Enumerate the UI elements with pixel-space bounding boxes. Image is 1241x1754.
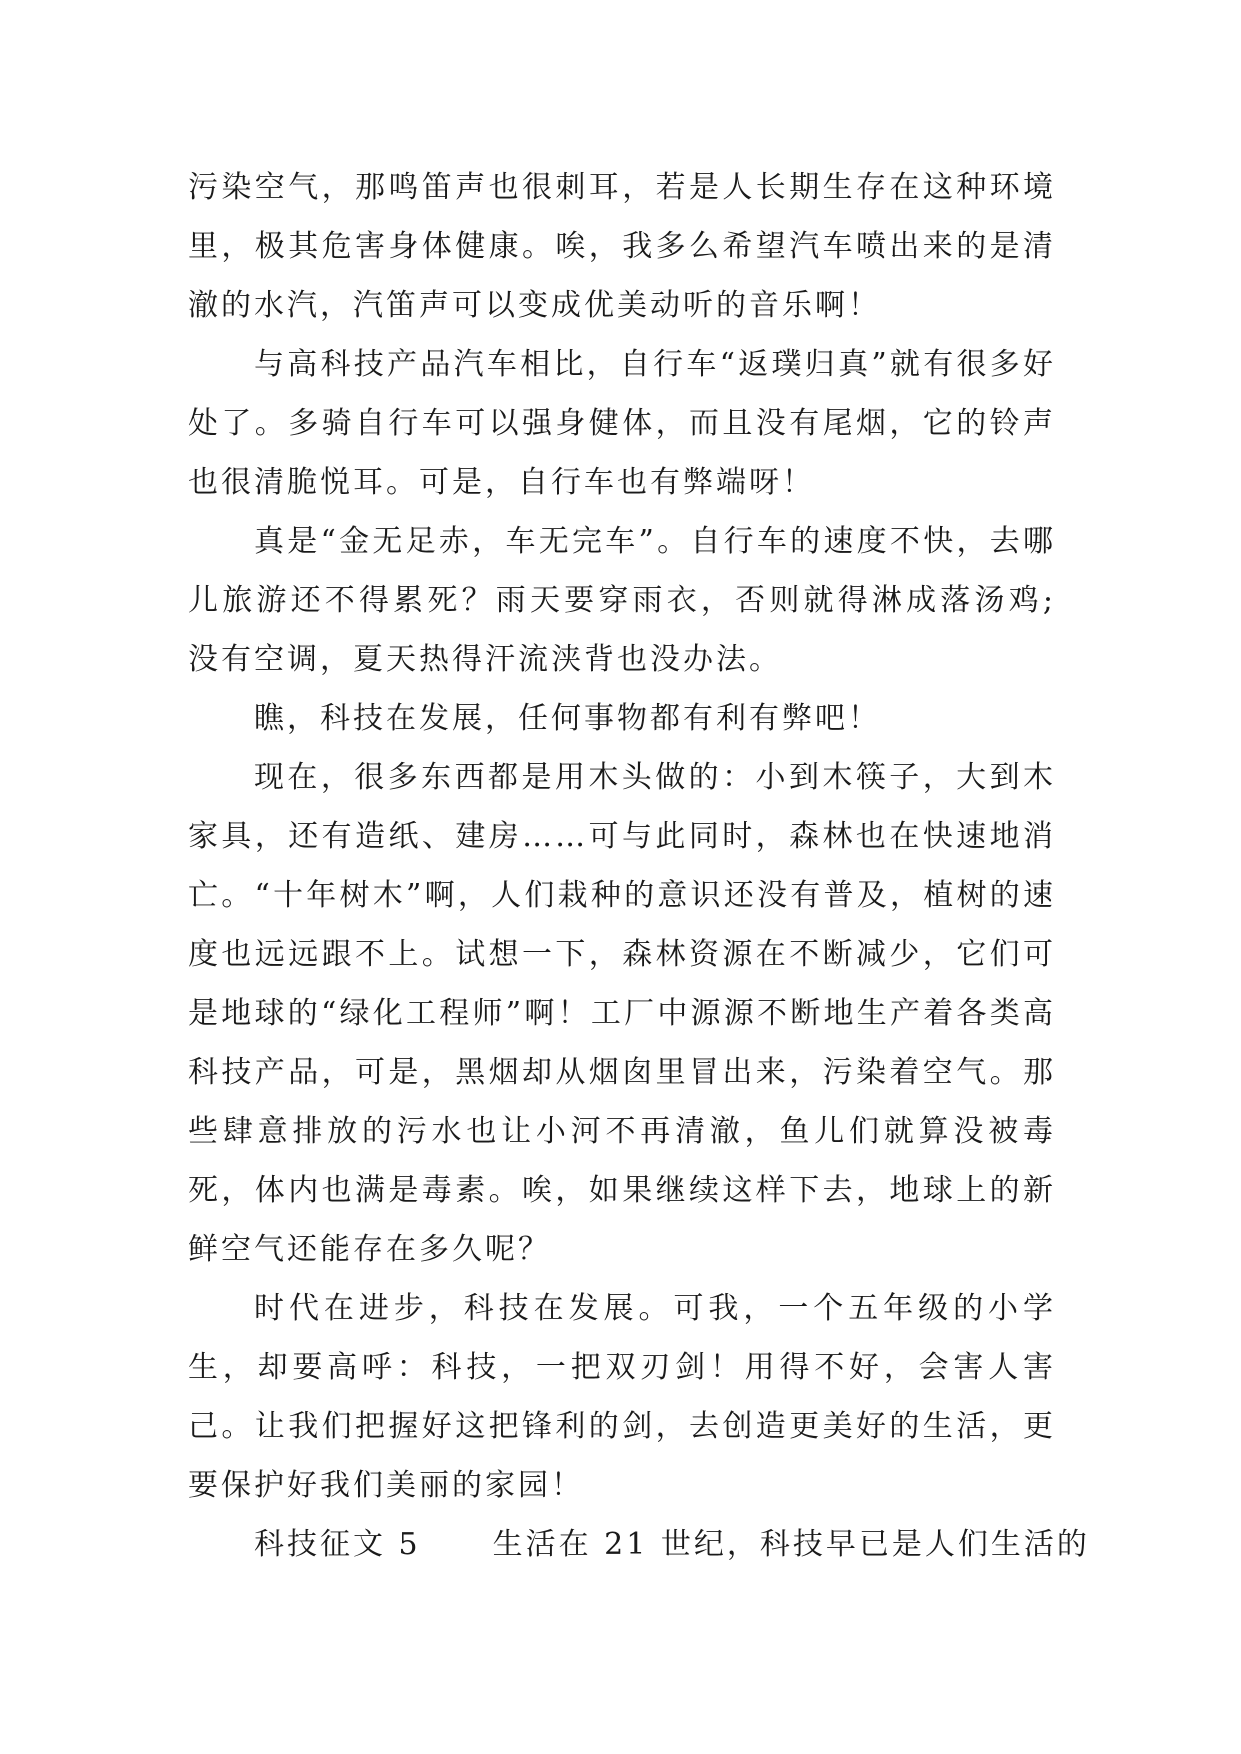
paragraph-1: 污染空气，那鸣笛声也很刺耳，若是人长期生存在这种环境里，极其危害身体健康。唉，我多么希望汽车喷出来的是清澈的水汽，汽笛声可以变成优美动听的音乐啊！: [188, 170, 1056, 323]
paragraph-6: 时代在进步，科技在发展。可我，一个五年级的小学生，却要高呼：科技，一把双刃剑！用得不好，会害人害己。让我们把握好这把锋利的剑，去创造更美好的生活，更要保护好我们美丽的家园！: [188, 1291, 1056, 1503]
paragraph-3: 真是“金无足赤，车无完车”。自行车的速度不快，去哪儿旅游还不得累死？雨天要穿雨衣，否则就得淋成落汤鸡;没有空调，夏天热得汗流浃背也没办法。: [188, 524, 1056, 677]
final-line-text: 生活在 21 世纪，科技早已是人们生活的: [492, 1527, 1090, 1562]
paragraph-4: 瞧，科技在发展，任何事物都有利有弊吧！: [254, 701, 881, 736]
paragraph-5: 现在，很多东西都是用木头做的：小到木筷子，大到木家具，还有造纸、建房……可与此同时，森林也在快速地消亡。“十年树木”啊，人们栽种的意识还没有普及，植树的速度也远远跟不上。试想一下，森林资源在不断减少，它们可是地球的“绿化工程师”啊！工厂中源源不断地生产着各类高科技产品，可是，黑烟却从烟囱里冒出来，污染着空气。那些肆意排放的污水也让小河不再清澈，鱼儿们就算没被毒死，体内也满是毒素。唉，如果继续这样下去，地球上的新鲜空气还能存在多久呢？: [188, 760, 1056, 1267]
paragraph-2: 与高科技产品汽车相比，自行车“返璞归真”就有很多好处了。多骑自行车可以强身健体，而且没有尾烟，它的铃声也很清脆悦耳。可是，自行车也有弊端呀！: [188, 347, 1056, 500]
document-page: [188, 158, 1090, 1574]
essay-heading: 科技征文 5: [254, 1527, 421, 1562]
final-line: [188, 1515, 1090, 1574]
